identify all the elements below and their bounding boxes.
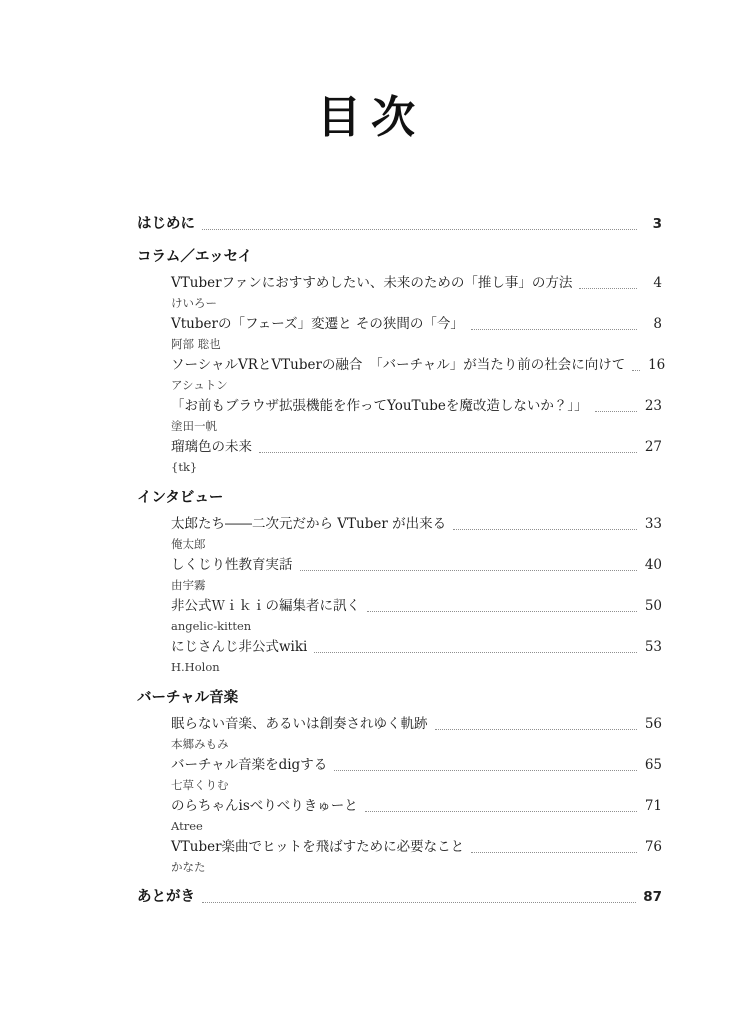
- toc-entry-label: はじめに: [137, 216, 195, 232]
- toc-entry-title: VTuberファンにおすすめしたい、未来のための「推し事」の方法: [171, 275, 573, 291]
- toc-entry-page: 3: [652, 216, 662, 232]
- dotted-leader: [632, 370, 640, 371]
- dotted-leader: [595, 411, 637, 412]
- toc-entry-row: [171, 437, 662, 457]
- toc-entry-page: 53: [644, 639, 662, 655]
- toc-entry-page: 71: [644, 798, 662, 814]
- toc-entry: [137, 273, 662, 311]
- toc-entry: [137, 596, 662, 634]
- toc-entry: [137, 796, 662, 834]
- toc-entry-title: VTuber楽曲でヒットを飛ばすために必要なこと: [171, 839, 465, 855]
- toc-entry-page: 16: [648, 357, 666, 373]
- dotted-leader: [314, 652, 637, 653]
- toc-entry-author: アシュトン: [171, 378, 228, 392]
- toc-entry-author: H.Holon: [171, 660, 220, 674]
- toc-entry: [137, 437, 662, 475]
- section-header: バーチャル音楽: [137, 690, 239, 706]
- dotted-leader: [259, 452, 637, 453]
- dotted-leader: [579, 288, 637, 289]
- toc-entry-title: 瑠璃色の未来: [171, 439, 252, 455]
- toc-entry-author: 塗田一帆: [171, 419, 217, 433]
- toc-entry-page: 33: [644, 516, 662, 532]
- toc-entry-title: ソーシャルVRとVTuberの融合 「バーチャル」が当たり前の社会に向けて: [171, 357, 626, 373]
- dotted-leader: [300, 570, 638, 571]
- toc-section-column-essay: [137, 247, 666, 475]
- toc-entry: [137, 714, 662, 752]
- toc-entry-page: 65: [644, 757, 662, 773]
- dotted-leader: [453, 529, 637, 530]
- toc-entry-author: 七草くりむ: [171, 778, 229, 792]
- toc-entry: [137, 637, 662, 675]
- toc-entry-row: [171, 314, 662, 334]
- toc-entry-row: [171, 514, 662, 534]
- toc-entry-author: かなた: [171, 860, 206, 874]
- toc-entry-title: 眠らない音楽、あるいは創奏されゆく軌跡: [171, 716, 428, 732]
- toc-entry-page: 50: [644, 598, 662, 614]
- toc-section-interview: [137, 488, 662, 675]
- toc-entry-row: [171, 796, 662, 816]
- toc-entry: [137, 396, 662, 434]
- toc-entry-row: [171, 837, 662, 857]
- toc-entry-title: 「お前もブラウザ拡張機能を作ってYouTubeを魔改造しないか？」」: [171, 398, 588, 414]
- toc-entry-row: [171, 637, 662, 657]
- toc-entry-author: けいろー: [171, 296, 217, 310]
- toc-entry: [137, 555, 662, 593]
- dotted-leader: [365, 811, 637, 812]
- dotted-leader: [334, 770, 637, 771]
- section-header: インタビュー: [137, 490, 224, 506]
- toc-entry: [137, 514, 662, 552]
- dotted-leader: [471, 329, 637, 330]
- dotted-leader: [202, 229, 637, 230]
- toc-entry-page: 76: [644, 839, 662, 855]
- toc-entry-row: [171, 596, 662, 616]
- toc-row-back-matter: [137, 887, 662, 907]
- dotted-leader: [471, 852, 637, 853]
- toc-entry-page: 23: [644, 398, 662, 414]
- toc-entry-page: 87: [643, 889, 662, 905]
- toc-entry-label: あとがき: [137, 889, 195, 905]
- toc-entry-title: 太郎たち――二次元だから VTuber が出来る: [171, 516, 447, 532]
- toc-entry-page: 27: [644, 439, 662, 455]
- toc-row-front-matter: [137, 214, 662, 234]
- toc-entry-author: 本郷みもみ: [171, 737, 229, 751]
- toc-entry-author: 俺太郎: [171, 537, 206, 551]
- toc-entry-row: [171, 714, 662, 734]
- toc-entry-title: 非公式Ｗｉｋｉの編集者に訊く: [171, 598, 360, 614]
- toc-entry-page: 40: [644, 557, 662, 573]
- toc-entry-title: バーチャル音楽をdigする: [171, 757, 328, 773]
- page-title: 目次: [317, 92, 425, 143]
- toc-entry-page: 4: [653, 275, 662, 291]
- toc-entry-title: にじさんじ非公式wiki: [171, 639, 308, 655]
- toc-entry-row: [171, 396, 662, 416]
- toc-entry: [137, 755, 662, 793]
- section-header: コラム／エッセイ: [137, 249, 253, 265]
- toc-entry: [137, 837, 662, 875]
- toc-entry-author: 阿部 聡也: [171, 337, 221, 351]
- toc-entry-author: 由宇霧: [171, 578, 206, 592]
- dotted-leader: [202, 902, 636, 903]
- toc-entry-author: {tk}: [171, 460, 198, 474]
- toc-entry: [137, 355, 666, 393]
- toc-list: [137, 214, 666, 907]
- toc-entry-row: [171, 755, 662, 775]
- toc-entry-row: [171, 273, 662, 293]
- dotted-leader: [435, 729, 638, 730]
- toc-entry-title: のらちゃんisべりべりきゅーと: [171, 798, 358, 814]
- toc-entry-page: 56: [644, 716, 662, 732]
- toc-section-virtual-music: [137, 688, 662, 875]
- toc-entry-author: angelic-kitten: [171, 619, 252, 633]
- dotted-leader: [367, 611, 637, 612]
- toc-entry-row: [171, 355, 666, 375]
- toc-entry-title: Vtuberの「フェーズ」変遷と その狭間の「今」: [171, 316, 464, 332]
- toc-entry-row: [171, 555, 662, 575]
- toc-entry-page: 8: [653, 316, 662, 332]
- toc-entry: [137, 314, 662, 352]
- toc-entry-author: Atree: [171, 819, 203, 833]
- toc-entry-title: しくじり性教育実話: [171, 557, 293, 573]
